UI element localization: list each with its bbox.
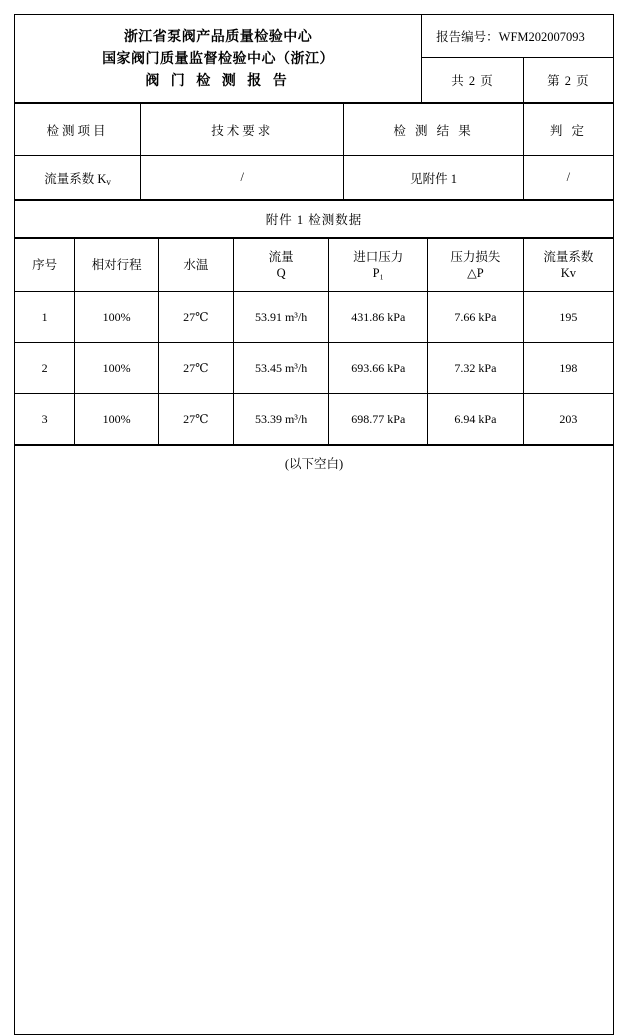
cell-no: 1 <box>15 292 75 343</box>
cell-result: 见附件 1 <box>344 156 523 200</box>
cell-verdict: / <box>523 156 613 200</box>
cell-flow: 53.91 m³/h <box>233 292 329 343</box>
attachment-header-row <box>15 239 613 292</box>
main-result-table <box>15 103 613 200</box>
attachment-title: 附件 1 检测数据 <box>15 201 613 238</box>
cell-temp: 27℃ <box>159 343 234 394</box>
cell-flow: 53.45 m³/h <box>233 343 329 394</box>
sub-col-flow: 流量 Q <box>233 239 329 292</box>
cell-flow: 53.39 m³/h <box>233 394 329 445</box>
sub-col-inlet-pressure: 进口压力 P₁ <box>329 239 428 292</box>
org-line-1: 浙江省泵阀产品质量检验中心 <box>123 29 313 45</box>
report-document <box>14 14 614 1035</box>
cell-kv: 198 <box>523 343 613 394</box>
header-table <box>15 15 613 103</box>
cell-pressure-loss: 7.32 kPa <box>428 343 524 394</box>
sub-col-travel: 相对行程 <box>75 239 159 292</box>
table-row <box>15 343 613 394</box>
col-header-result: 检 测 结 果 <box>344 104 523 156</box>
report-number: 报告编号：WFM202007093 <box>422 15 613 58</box>
cell-temp: 27℃ <box>159 292 234 343</box>
blank-note: (以下空白) <box>15 446 613 481</box>
cell-no: 2 <box>15 343 75 394</box>
attachment-data-table <box>15 238 613 445</box>
cell-temp: 27℃ <box>159 394 234 445</box>
sub-col-pressure-loss: 压力损失 △P <box>428 239 524 292</box>
cell-inlet-pressure: 693.66 kPa <box>329 343 428 394</box>
current-page: 第 2 页 <box>523 58 613 103</box>
empty-space <box>15 480 613 1034</box>
cell-pressure-loss: 6.94 kPa <box>428 394 524 445</box>
col-header-item: 检测项目 <box>15 104 141 156</box>
table-row <box>15 394 613 445</box>
col-header-requirement: 技术要求 <box>141 104 344 156</box>
main-table-header-row <box>15 104 613 156</box>
cell-travel: 100% <box>75 292 159 343</box>
org-line-2: 国家阀门质量监督检验中心（浙江） <box>102 51 335 67</box>
footer-area-table <box>15 445 613 1034</box>
cell-inlet-pressure: 698.77 kPa <box>329 394 428 445</box>
cell-kv: 203 <box>523 394 613 445</box>
sub-col-temp: 水温 <box>159 239 234 292</box>
table-row <box>15 156 613 200</box>
doc-title: 阀 门 检 测 报 告 <box>145 73 291 89</box>
header-row-1 <box>15 15 613 58</box>
cell-inlet-pressure: 431.86 kPa <box>329 292 428 343</box>
sub-col-kv: 流量系数 Kv <box>523 239 613 292</box>
cell-no: 3 <box>15 394 75 445</box>
col-header-verdict: 判 定 <box>523 104 613 156</box>
cell-kv: 195 <box>523 292 613 343</box>
attachment-title-table <box>15 200 613 238</box>
cell-requirement: / <box>141 156 344 200</box>
cell-travel: 100% <box>75 343 159 394</box>
sub-col-no: 序号 <box>15 239 75 292</box>
cell-item-name: 流量系数 $K_v$ <box>15 156 141 200</box>
cell-travel: 100% <box>75 394 159 445</box>
table-row <box>15 292 613 343</box>
cell-pressure-loss: 7.66 kPa <box>428 292 524 343</box>
total-pages: 共 2 页 <box>422 58 524 103</box>
header-title-cell <box>15 15 422 103</box>
